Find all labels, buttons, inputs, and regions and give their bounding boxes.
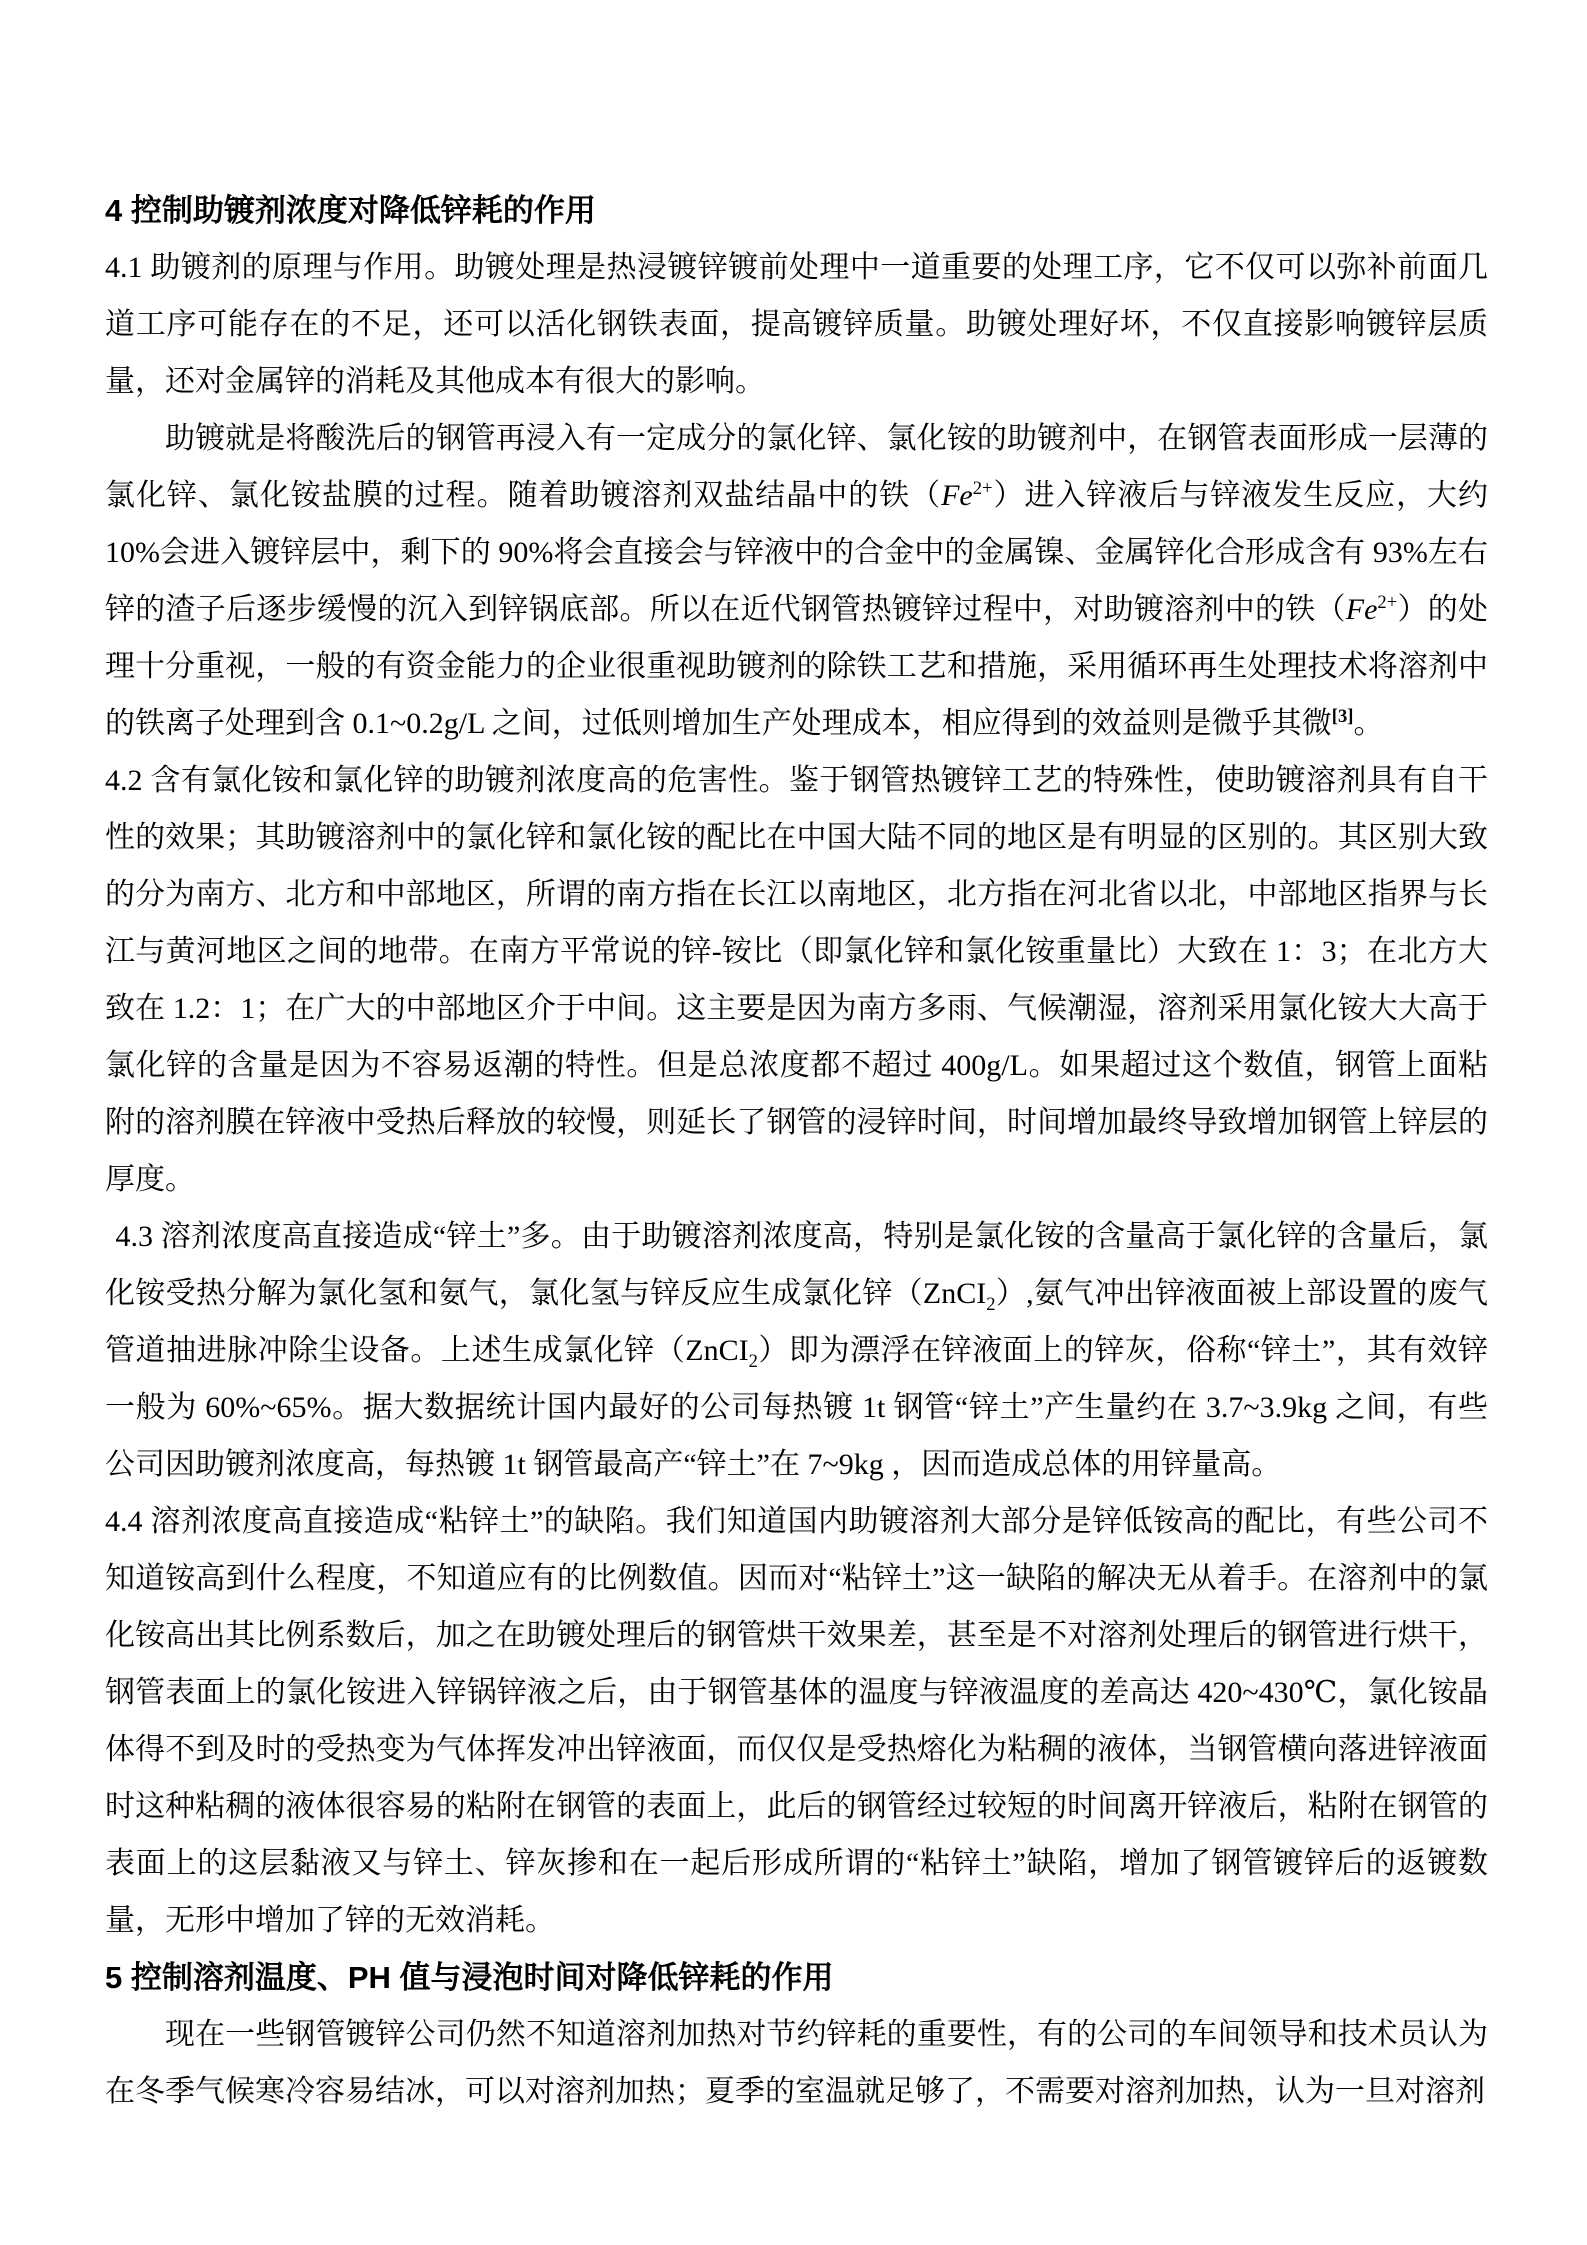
section-heading-5: 5 控制溶剂温度、PH 值与浸泡时间对降低锌耗的作用 (105, 1960, 834, 1995)
paragraph-4-3-zinc-dust: 4.3 溶剂浓度高直接造成“锌土”多。由于助镀溶剂浓度高，特别是氯化铵的含量高于氯化锌的含量后，氯化铵受热分解为氯化氢和氨气，氯化氢与锌反应生成氯化锌（ZnCI$_2$）,氨气冲出锌液面被上部设置的废气管道抽进脉冲除尘设备。上述生成氯化锌（ZnCI$_2$）即为漂浮在锌液面上的锌灰，俗称“锌土”，其有效锌一般为 60%~65%。据大数据统计国内最好的公司每热镀 1t 钢管“锌土”产生量约在 3.7~3.9kg 之间，有些公司因助镀剂浓度高，每热镀 1t 钢管最高产“锌土”在 7~9kg ，因而造成总体的用锌量高。 (105, 1220, 1489, 1481)
paragraph-solvent-heating: 现在一些钢管镀锌公司仍然不知道溶剂加热对节约锌耗的重要性，有的公司的车间领导和技术员认为在冬季气候寒冷容易结冰，可以对溶剂加热；夏季的室温就足够了，不需要对溶剂加热，认为一旦对溶剂 (105, 2018, 1488, 2108)
paragraph-4-2-high-concentration-harm: 4.2 含有氯化铵和氯化锌的助镀剂浓度高的危害性。鉴于钢管热镀锌工艺的特殊性，使助镀溶剂具有自干性的效果；其助镀溶剂中的氯化锌和氯化铵的配比在中国大陆不同的地区是有明显的区别的。其区别大致的分为南方、北方和中部地区，所谓的南方指在长江以南地区，北方指在河北省以北，中部地区指界与长江与黄河地区之间的地带。在南方平常说的锌-铵比（即氯化锌和氯化铵重量比）大致在 1：3；在北方大致在 1.2：1；在广大的中部地区介于中间。这主要是因为南方多雨、气候潮湿，溶剂采用氯化铵大大高于氯化锌的含量是因为不容易返潮的特性。但是总浓度都不超过 400g/L。如果超过这个数值，钢管上面粘附的溶剂膜在锌液中受热后释放的较慢，则延长了钢管的浸锌时间，时间增加最终导致增加钢管上锌层的厚度。 (105, 764, 1488, 1196)
paragraph-4-4-sticky-zinc-defect: 4.4 溶剂浓度高直接造成“粘锌土”的缺陷。我们知道国内助镀溶剂大部分是锌低铵高的配比，有些公司不知道铵高到什么程度，不知道应有的比例数值。因而对“粘锌土”这一缺陷的解决无从着手。在溶剂中的氯化铵高出其比例系数后，加之在助镀处理后的钢管烘干效果差，甚至是不对溶剂处理后的钢管进行烘干，钢管表面上的氯化铵进入锌锅锌液之后，由于钢管基体的温度与锌液温度的差高达 420~430℃，氯化铵晶体得不到及时的受热变为气体挥发冲出锌液面，而仅仅是受热熔化为粘稠的液体，当钢管横向落进锌液面时这种粘稠的液体很容易的粘附在钢管的表面上，此后的钢管经过较短的时间离开锌液后，粘附在钢管的表面上的这层黏液又与锌土、锌灰掺和在一起后形成所谓的“粘锌土”缺陷，增加了钢管镀锌后的返镀数量，无形中增加了锌的无效消耗。 (105, 1505, 1488, 1937)
paragraph-4-1-flux-principle: 4.1 助镀剂的原理与作用。助镀处理是热浸镀锌镀前处理中一道重要的处理工序，它不仅可以弥补前面几道工序可能存在的不足，还可以活化钢铁表面，提高镀锌质量。助镀处理好坏，不仅直接影响镀锌层质量，还对金属锌的消耗及其他成本有很大的影响。 (105, 251, 1488, 398)
paragraph-flux-process: 助镀就是将酸洗后的钢管再浸入有一定成分的氯化锌、氯化铵的助镀剂中，在钢管表面形成一层薄的氯化锌、氯化铵盐膜的过程。随着助镀溶剂双盐结晶中的铁$(Fe^{2+})$进入锌液后与锌液发生反应，大约 10%会进入镀锌层中，剩下的 90%将会直接会与锌液中的合金中的金属镍、金属锌化合形成含有 93%左右锌的渣子后逐步缓慢的沉入到锌锅底部。所以在近代钢管热镀锌过程中，对助镀溶剂中的铁$(Fe^{2+})$的处理十分重视，一般的有资金能力的企业很重视助镀剂的除铁工艺和措施，采用循环再生处理技术将溶剂中的铁离子处理到含 0.1~0.2g/L 之间，过低则增加生产处理成本，相应得到的效益则是微乎其微[3]。 (105, 422, 1489, 740)
section-heading-4: 4 控制助镀剂浓度对降低锌耗的作用 (105, 193, 596, 228)
